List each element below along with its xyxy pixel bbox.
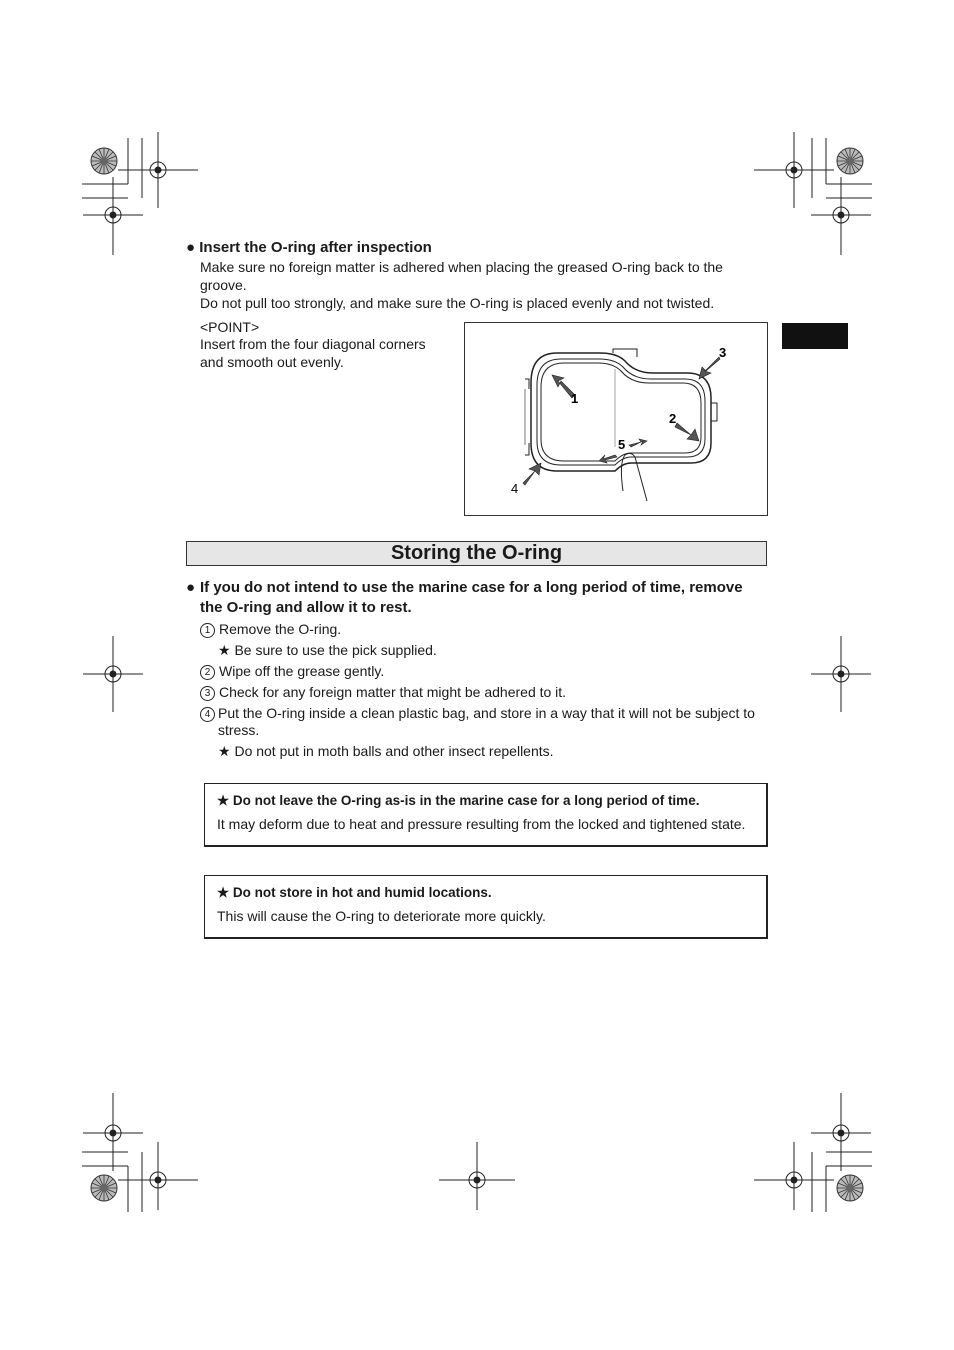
step-number: 4 [200,707,215,722]
step-number: 1 [200,623,215,638]
step-number: 2 [200,665,215,680]
step-note-text: Do not put in moth balls and other insect repellents. [234,743,554,759]
star-icon: ★ [217,793,233,808]
step-2 [200,663,384,680]
star-icon: ★ [218,642,235,658]
step-number: 3 [200,686,215,701]
star-icon: ★ [217,885,233,900]
storing-heading [186,578,746,618]
note-title [217,884,754,902]
star-icon: ★ [218,743,235,759]
storing-heading-text: If you do not intend to use the marine case for a long period of time, remove the O-ring and allow it to rest. [200,579,743,616]
step-text: Put the O-ring inside a clean plastic bag, and store in a way that it will not be subject to stress. [218,705,755,738]
step-text: Check for any foreign matter that might be adhered to it. [219,684,567,700]
step-3 [200,684,566,701]
figure-label-2: 2 [669,411,677,426]
point-text: Insert from the four diagonal corners and smooth out evenly. [200,336,426,370]
step-text: Remove the O-ring. [219,621,342,637]
storing-title: Storing the O-ring [186,541,767,566]
insert-heading [186,238,746,258]
note-title [217,792,754,810]
step-4 [200,705,770,739]
note-title-text: Do not store in hot and humid locations. [232,885,492,900]
note-title-text: Do not leave the O-ring as-is in the marine case for a long period of time. [232,793,700,808]
note-box-1 [204,783,768,847]
figure-label-4: 4 [511,481,519,496]
o-ring-diagram [465,323,767,515]
step-4-note [218,743,554,760]
o-ring-figure [464,322,768,516]
step-1 [200,621,341,638]
insert-para-1: Make sure no foreign matter is adhered when placing the greased O-ring back to the groove. [200,259,723,293]
note-box-2 [204,875,768,939]
bullet-icon: ● [186,239,196,256]
point-label: <POINT> [200,319,260,335]
note-body: It may deform due to heat and pressure resulting from the locked and tightened state. [217,816,746,832]
step-note-text: Be sure to use the pick supplied. [234,642,437,658]
figure-label-5: 5 [618,437,626,452]
figure-label-1: 1 [571,391,579,406]
insert-para-2: Do not pull too strongly, and make sure the O-ring is placed evenly and not twisted. [200,295,715,311]
note-body: This will cause the O-ring to deteriorate more quickly. [217,908,546,924]
section-tab-marker [782,323,848,349]
insert-heading-text: Insert the O-ring after inspection [199,239,432,256]
step-1-note [218,642,437,659]
figure-label-3: 3 [719,345,727,360]
step-text: Wipe off the grease gently. [219,663,385,679]
bullet-icon: ● [186,579,196,596]
